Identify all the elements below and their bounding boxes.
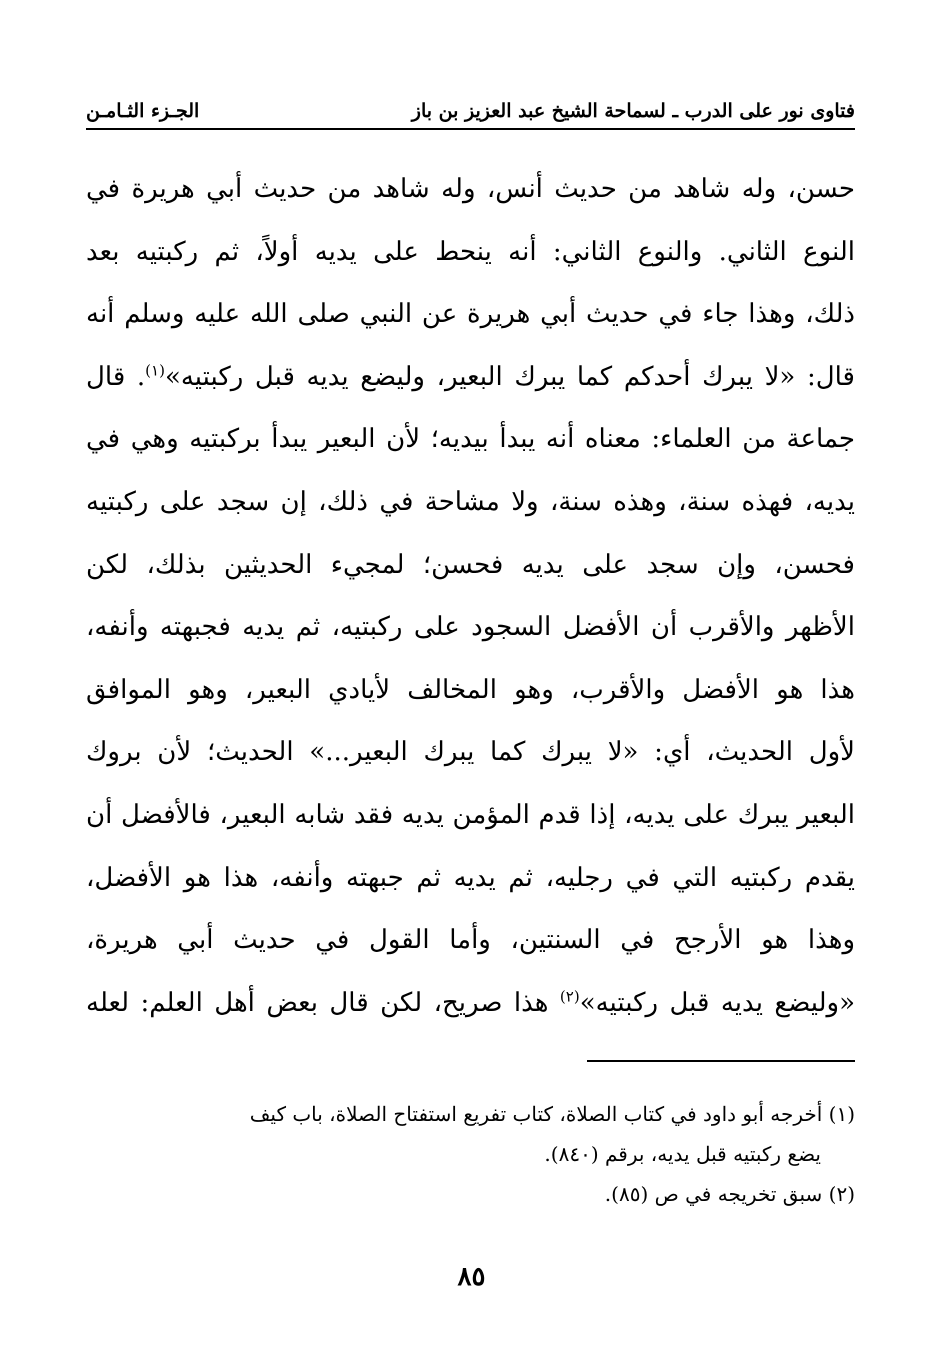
body-line: البعير يبرك على يديه، إذا قدم المؤمن يديه فقد شابه البعير، فالأفضل أن <box>86 799 855 830</box>
body-line: جماعة من العلماء: معناه أنه يبدأ بيديه؛ لأن البعير يبدأ بركبتيه وهي في <box>86 424 855 455</box>
footnote-divider <box>587 1060 855 1062</box>
body-line: يقدم ركبتيه التي في رجليه، ثم يديه ثم جبهته وأنفه، هذا هو الأفضل، <box>86 862 855 893</box>
body-line-tail: . قال <box>86 361 146 392</box>
body-line: هذا هو الأفضل والأقرب، وهو المخالف لأيادي البعير، وهو الموافق <box>86 674 855 705</box>
header-book-title: فتاوى نور على الدرب ـ لسماحة الشيخ عبد العزيز بن باز <box>411 100 855 122</box>
body-line: حسن، وله شاهد من حديث أنس، وله شاهد من حديث أبي هريرة في <box>86 174 855 204</box>
footnote-1-continuation: يضع ركبتيه قبل يديه، برقم (٨٤٠). <box>544 1142 821 1166</box>
running-header <box>86 94 855 130</box>
body-line: وهذا هو الأرجح في السنتين، وأما القول في حديث أبي هريرة، <box>86 925 855 956</box>
body-line: يديه، فهذه سنة، وهذه سنة، ولا مشاحة في ذلك، إن سجد على ركبتيه <box>86 486 855 517</box>
page-number: ٨٥ <box>457 1262 486 1292</box>
body-line: فحسن، وإن سجد على يديه فحسن؛ لمجيء الحديثين بذلك، لكن <box>86 549 855 580</box>
body-line-tail: هذا صريح، لكن قال بعض أهل العلم: لعله <box>86 987 560 1018</box>
footnote-ref-2: (٢) <box>559 987 580 1006</box>
body-line: ذلك، وهذا جاء في حديث أبي هريرة عن النبي صلى الله عليه وسلم أنه <box>86 299 855 330</box>
body-line-text: «وليضع يديه قبل ركبتيه» <box>579 987 855 1018</box>
body-line: الأظهر والأقرب أن الأفضل السجود على ركبتيه، ثم يديه فجبهته وأنفه، <box>86 612 855 643</box>
body-line <box>86 972 855 1035</box>
body-line: النوع الثاني. والنوع الثاني: أنه ينحط على يديه أولاً، ثم ركبتيه بعد <box>86 236 855 267</box>
body-line: لأول الحديث، أي: «لا يبرك كما يبرك البعير...» الحديث؛ لأن بروك <box>86 737 855 768</box>
footnote-2: (٢) سبق تخريجه في ص (٨٥). <box>604 1182 855 1206</box>
body-line-text: قال: «لا يبرك أحدكم كما يبرك البعير، وليضع يديه قبل ركبتيه» <box>164 361 855 392</box>
header-part-label: الجـزء الثـامـن <box>86 100 200 122</box>
footnote-ref-1: (١) <box>145 361 165 380</box>
footnote-1: (١) أخرجه أبو داود في كتاب الصلاة، كتاب تفريع استفتاح الصلاة، باب كيف <box>249 1102 855 1126</box>
body-line <box>86 346 855 409</box>
body-text <box>86 158 855 1034</box>
footnotes <box>86 1094 855 1214</box>
